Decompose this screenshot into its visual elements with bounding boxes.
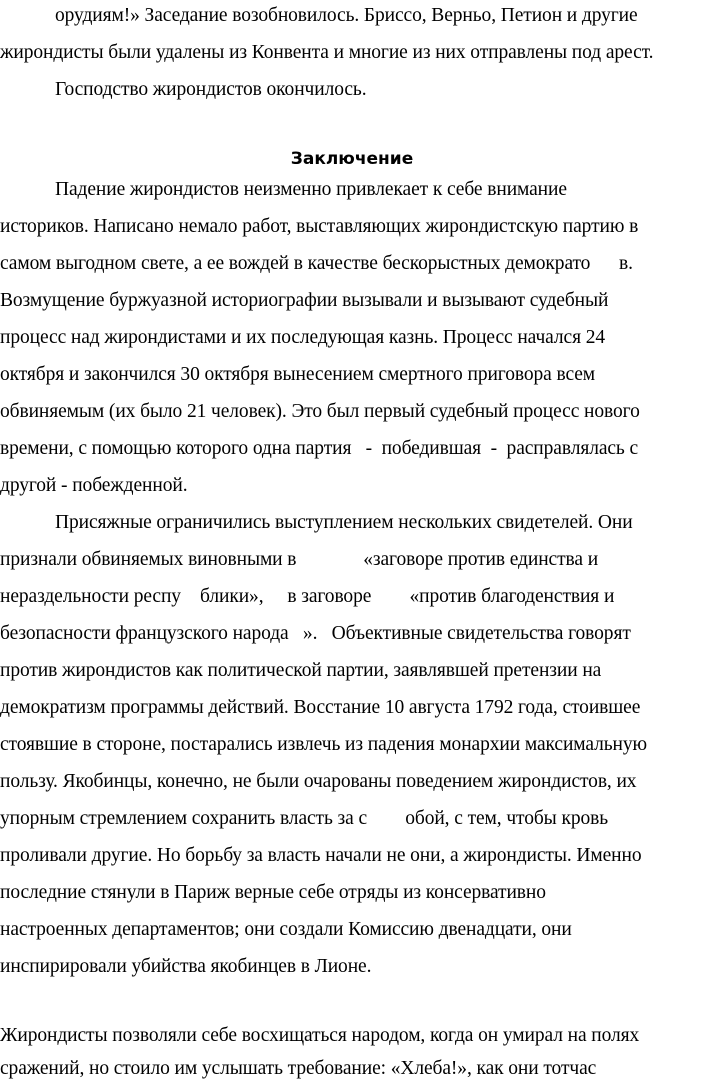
paragraph1-line-7: обвиняемым (их было 21 человек). Это был первый судебный процесс нового: [0, 401, 640, 422]
paragraph2-line-2: признали обвиняемых виновными в «заговоре против единства и: [0, 549, 599, 570]
paragraph2-line-11: последние стянули в Париж верные себе отряды из консервативно: [0, 882, 546, 903]
paragraph2-line-1: Присяжные ограничились выступлением нескольких свидетелей. Они: [55, 512, 633, 533]
paragraph2-line-13: инспирировали убийства якобинцев в Лионе.: [0, 956, 372, 977]
section-heading: Заключение: [290, 149, 414, 169]
paragraph2-line-8: пользу. Якобинцы, конечно, не были очарованы поведением жирондистов, их: [0, 771, 637, 792]
paragraph1-line-3: самом выгодном свете, а ее вождей в качестве бескорыстных демократо в.: [0, 253, 633, 274]
paragraph1-line-4: Возмущение буржуазной историографии вызывали и вызывают судебный: [0, 290, 609, 311]
paragraph3-line-2: сражений, но стоило им услышать требование: «Хлеба!», как они тотчас: [0, 1058, 597, 1079]
paragraph2-line-9: упорным стремлением сохранить власть за с обой, с тем, чтобы кровь: [0, 808, 609, 829]
paragraph2-line-4: безопасности французского народа ». Объективные свидетельства говорят: [0, 623, 631, 644]
paragraph3-line-1: Жирондисты позволяли себе восхищаться народом, когда он умирал на полях: [0, 1025, 640, 1046]
intro-line-2: жирондисты были удалены из Конвента и многие из них отправлены под арест.: [0, 42, 654, 63]
paragraph2-line-5: против жирондистов как политической партии, заявлявшей претензии на: [0, 660, 602, 681]
paragraph1-line-1: Падение жирондистов неизменно привлекает к себе внимание: [55, 179, 567, 200]
paragraph1-line-8: времени, с помощью которого одна партия - победившая - расправлялась с: [0, 438, 639, 459]
paragraph2-line-7: стоявшие в стороне, постарались извлечь из падения монархии максимальную: [0, 734, 647, 755]
paragraph1-line-9: другой - побежденной.: [0, 475, 188, 496]
paragraph2-line-10: проливали другие. Но борьбу за власть начали не они, а жирондисты. Именно: [0, 845, 642, 866]
paragraph1-line-2: историков. Написано немало работ, выставляющих жирондистскую партию в: [0, 216, 639, 237]
paragraph2-line-3: нераздельности респу блики», в заговоре «против благоденствия и: [0, 586, 615, 607]
intro-line-3: Господство жирондистов окончилось.: [55, 79, 367, 100]
paragraph2-line-6: демократизм программы действий. Восстание 10 августа 1792 года, стоившее: [0, 697, 641, 718]
paragraph1-line-5: процесс над жирондистами и их последующая казнь. Процесс начался 24: [0, 327, 606, 348]
paragraph2-line-12: настроенных департаментов; они создали Комиссию двенадцати, они: [0, 919, 572, 940]
intro-line-1: орудиям!» Заседание возобновилось. Бриссо, Верньо, Петион и другие: [55, 5, 638, 26]
paragraph1-line-6: октября и закончился 30 октября вынесением смертного приговора всем: [0, 364, 596, 385]
